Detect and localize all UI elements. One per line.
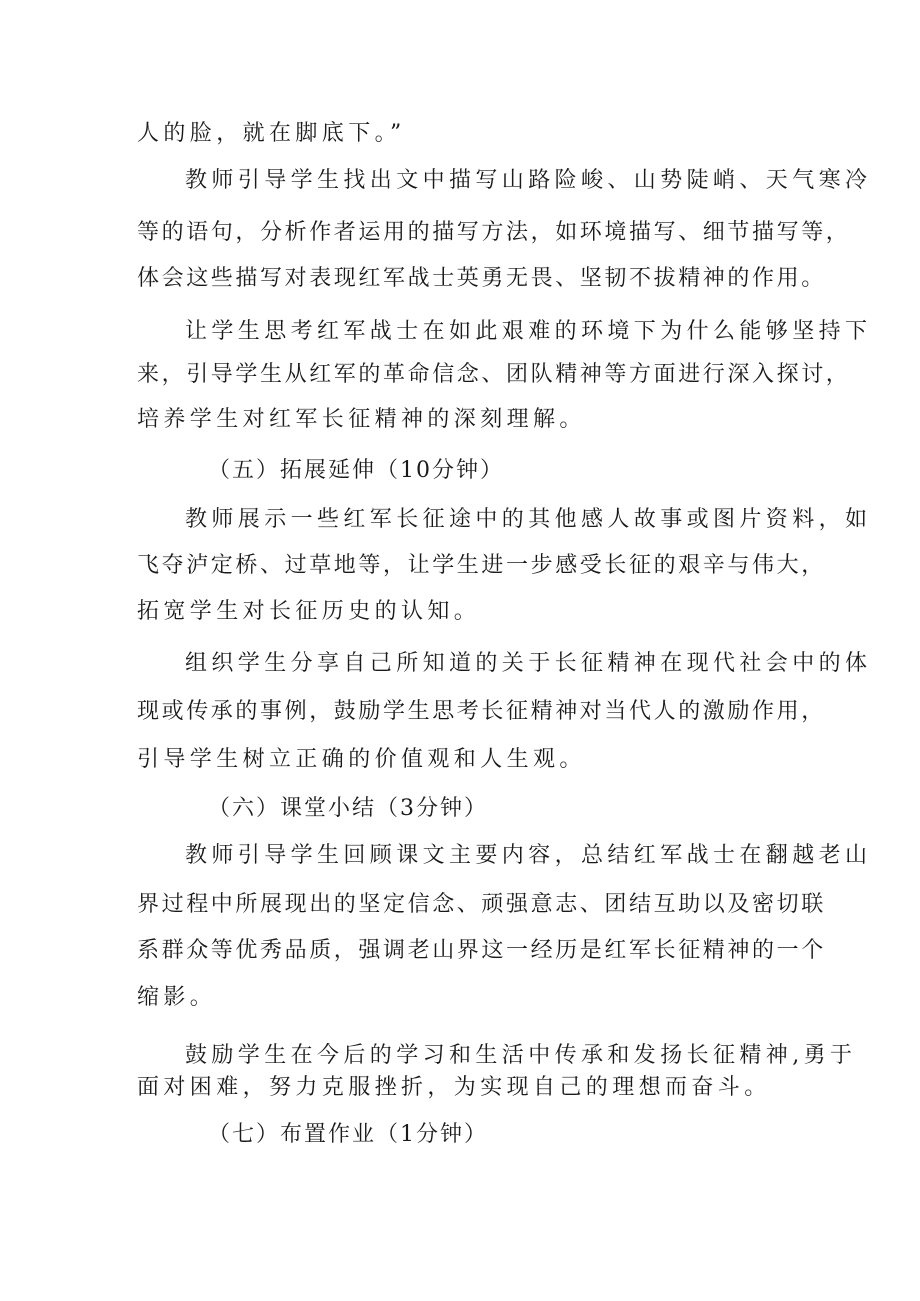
paragraph-line: 教师引导学生找出文中描写山路险峻、山势陡峭、天气寒冷	[185, 168, 872, 193]
paragraph-line: 系群众等优秀品质，强调老山界这一经历是红军长征精神的一个	[137, 938, 826, 963]
section-heading: （六）课堂小结（3分钟）	[208, 796, 488, 821]
paragraph-line: 现或传承的事例，鼓励学生思考长征精神对当代人的激励作用，	[137, 699, 826, 724]
section-heading: （七）布置作业（1分钟）	[208, 1122, 488, 1147]
paragraph-line: 让学生思考红军战士在如此艰难的环境下为什么能够坚持下	[185, 319, 872, 344]
paragraph-line: 人的脸，就在脚底下。”	[137, 121, 406, 146]
paragraph-line: 教师引导学生回顾课文主要内容，总结红军战士在翻越老山	[185, 843, 872, 868]
paragraph-line: 拓宽学生对长征历史的认知。	[137, 599, 481, 624]
paragraph-line: 来，引导学生从红军的革命信念、团队精神等方面进行深入探讨，	[137, 362, 851, 387]
paragraph-line: 缩影。	[137, 985, 217, 1010]
paragraph-line: 教师展示一些红军长征途中的其他感人故事或图片资料，如	[185, 507, 872, 532]
paragraph-line: 体会这些描写对表现红军战士英勇无畏、坚韧不拔精神的作用。	[137, 266, 826, 291]
paragraph-line: 飞夺泸定桥、过草地等，让学生进一步感受长征的艰辛与伟大，	[137, 553, 826, 578]
paragraph-line: 界过程中所展现出的坚定信念、顽强意志、团结互助以及密切联	[137, 892, 826, 917]
paragraph-line: 鼓励学生在今后的学习和生活中传承和发扬长征精神,勇于	[185, 1043, 857, 1068]
section-heading: （五）拓展延伸（10分钟）	[208, 458, 504, 483]
paragraph-line: 组织学生分享自己所知道的关于长征精神在现代社会中的体	[185, 651, 872, 676]
paragraph-line: 面对困难，努力克服挫折，为实现自己的理想而奋斗。	[137, 1075, 771, 1100]
paragraph-line: 等的语句，分析作者运用的描写方法，如环境描写、细节描写等，	[137, 220, 851, 245]
paragraph-line: 引导学生树立正确的价值观和人生观。	[137, 747, 586, 772]
paragraph-line: 培养学生对红军长征精神的深刻理解。	[137, 407, 586, 432]
